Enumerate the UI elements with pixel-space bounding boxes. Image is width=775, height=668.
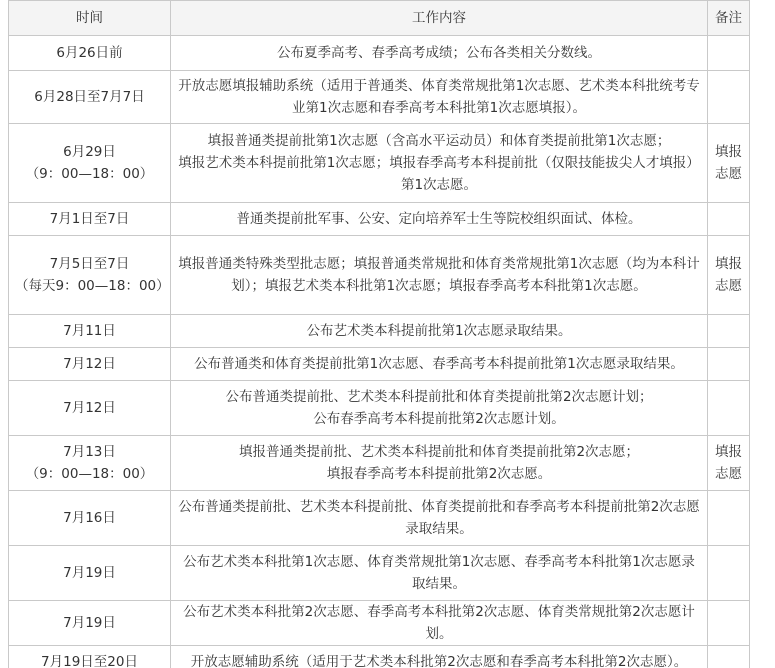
time-cell-text: 7月13日 (63, 444, 116, 460)
time-cell (9, 436, 171, 491)
note-cell (708, 381, 750, 436)
table-row (9, 124, 750, 203)
table-body (9, 36, 750, 668)
work-cell-text: 开放志愿辅助系统（适用于艺术类本科批第2次志愿和春季高考本科批第2次志愿）。 (190, 654, 688, 668)
note-cell-text: 填报 (715, 444, 742, 460)
note-cell (708, 546, 750, 601)
time-cell-text: 7月12日 (63, 356, 116, 372)
note-cell-text: 志愿 (715, 466, 742, 482)
work-cell-text: 公布普通类和体育类提前批第1次志愿、春季高考本科提前批第1次志愿录取结果。 (194, 356, 684, 372)
header-work: 工作内容 (171, 1, 708, 36)
note-cell (708, 348, 750, 381)
admission-schedule-table (8, 0, 750, 668)
note-cell (708, 315, 750, 348)
work-cell (171, 315, 708, 348)
note-cell (708, 124, 750, 203)
note-cell-text: 志愿 (715, 166, 742, 182)
time-cell (9, 546, 171, 601)
time-cell-text: （每天9：00—18：00） (15, 278, 170, 294)
time-cell-text: 7月16日 (63, 510, 116, 526)
work-cell (171, 124, 708, 203)
time-cell-text: （9：00—18：00） (25, 466, 154, 482)
work-cell-text: 填报艺术类本科提前批第1次志愿；填报春季高考本科提前批（仅限技能拔尖人才填报）第1次志愿。 (178, 155, 700, 193)
note-cell-text: 志愿 (715, 278, 742, 294)
work-cell (171, 646, 708, 668)
time-cell (9, 71, 171, 124)
work-cell (171, 601, 708, 646)
note-cell-text: 填报 (715, 144, 742, 160)
work-cell-text: 公布夏季高考、春季高考成绩；公布各类相关分数线。 (277, 45, 601, 61)
work-cell-text: 填报普通类提前批、艺术类本科提前批和体育类提前批第2次志愿； (238, 444, 640, 460)
time-cell (9, 315, 171, 348)
time-cell-text: 6月26日前 (56, 45, 123, 61)
work-cell-text: 公布春季高考本科提前批第2次志愿计划。 (313, 411, 565, 427)
note-cell (708, 203, 750, 236)
header-time: 时间 (9, 1, 171, 36)
time-cell-text: 7月19日至20日 (41, 654, 138, 668)
header-note: 备注 (708, 1, 750, 36)
table-row (9, 348, 750, 381)
table-row (9, 491, 750, 546)
work-cell (171, 71, 708, 124)
table-row (9, 381, 750, 436)
note-cell (708, 71, 750, 124)
time-cell (9, 381, 171, 436)
note-cell-text: 填报 (715, 256, 742, 272)
work-cell (171, 381, 708, 436)
table-row (9, 546, 750, 601)
time-cell (9, 124, 171, 203)
work-cell (171, 546, 708, 601)
table-row (9, 71, 750, 124)
work-cell-text: 开放志愿填报辅助系统（适用于普通类、体育类常规批第1次志愿、艺术类本科批统考专业第1次志愿和春季高考本科批第1次志愿填报）。 (178, 78, 700, 116)
time-cell-text: 6月28日至7月7日 (34, 89, 145, 105)
work-cell (171, 491, 708, 546)
work-cell (171, 203, 708, 236)
time-cell-text: 7月5日至7日 (49, 256, 130, 272)
table-row (9, 203, 750, 236)
time-cell-text: 7月11日 (63, 323, 116, 339)
table-header-row (9, 1, 750, 36)
note-cell (708, 436, 750, 491)
time-cell-text: 7月19日 (63, 615, 116, 631)
table-row (9, 36, 750, 71)
table-row (9, 646, 750, 668)
note-cell (708, 601, 750, 646)
work-cell (171, 436, 708, 491)
work-cell-text: 公布普通类提前批、艺术类本科提前批和体育类提前批第2次志愿计划； (225, 389, 653, 405)
work-cell-text: 公布艺术类本科批第1次志愿、体育类常规批第1次志愿、春季高考本科批第1次志愿录取结果。 (183, 554, 695, 592)
work-cell-text: 普通类提前批军事、公安、定向培养军士生等院校组织面试、体检。 (236, 211, 642, 227)
time-cell (9, 491, 171, 546)
note-cell (708, 236, 750, 315)
work-cell-text: 填报普通类提前批第1次志愿（含高水平运动员）和体育类提前批第1次志愿； (207, 133, 671, 149)
time-cell-text: 7月19日 (63, 565, 116, 581)
work-cell-text: 公布普通类提前批、艺术类本科提前批、体育类提前批和春季高考本科提前批第2次志愿录取结果。 (178, 499, 700, 537)
note-cell (708, 491, 750, 546)
table-row (9, 601, 750, 646)
time-cell (9, 203, 171, 236)
time-cell-text: （9：00—18：00） (25, 166, 154, 182)
time-cell-text: 7月1日至7日 (49, 211, 130, 227)
table-row (9, 315, 750, 348)
time-cell (9, 601, 171, 646)
work-cell-text: 填报普通类特殊类型批志愿；填报普通类常规批和体育类常规批第1次志愿（均为本科计划）；填报艺术类本科批第1次志愿；填报春季高考本科批第1次志愿。 (178, 256, 700, 294)
work-cell-text: 填报春季高考本科提前批第2次志愿。 (326, 466, 552, 482)
note-cell (708, 36, 750, 71)
time-cell (9, 646, 171, 668)
time-cell (9, 348, 171, 381)
time-cell-text: 7月12日 (63, 400, 116, 416)
time-cell (9, 36, 171, 71)
table-row (9, 436, 750, 491)
note-cell (708, 646, 750, 668)
time-cell (9, 236, 171, 315)
table-row (9, 236, 750, 315)
work-cell-text: 公布艺术类本科提前批第1次志愿录取结果。 (306, 323, 572, 339)
work-cell (171, 36, 708, 71)
work-cell (171, 236, 708, 315)
time-cell-text: 6月29日 (63, 144, 116, 160)
work-cell-text: 公布艺术类本科批第2次志愿、春季高考本科批第2次志愿、体育类常规批第2次志愿计划。 (183, 604, 695, 642)
work-cell (171, 348, 708, 381)
